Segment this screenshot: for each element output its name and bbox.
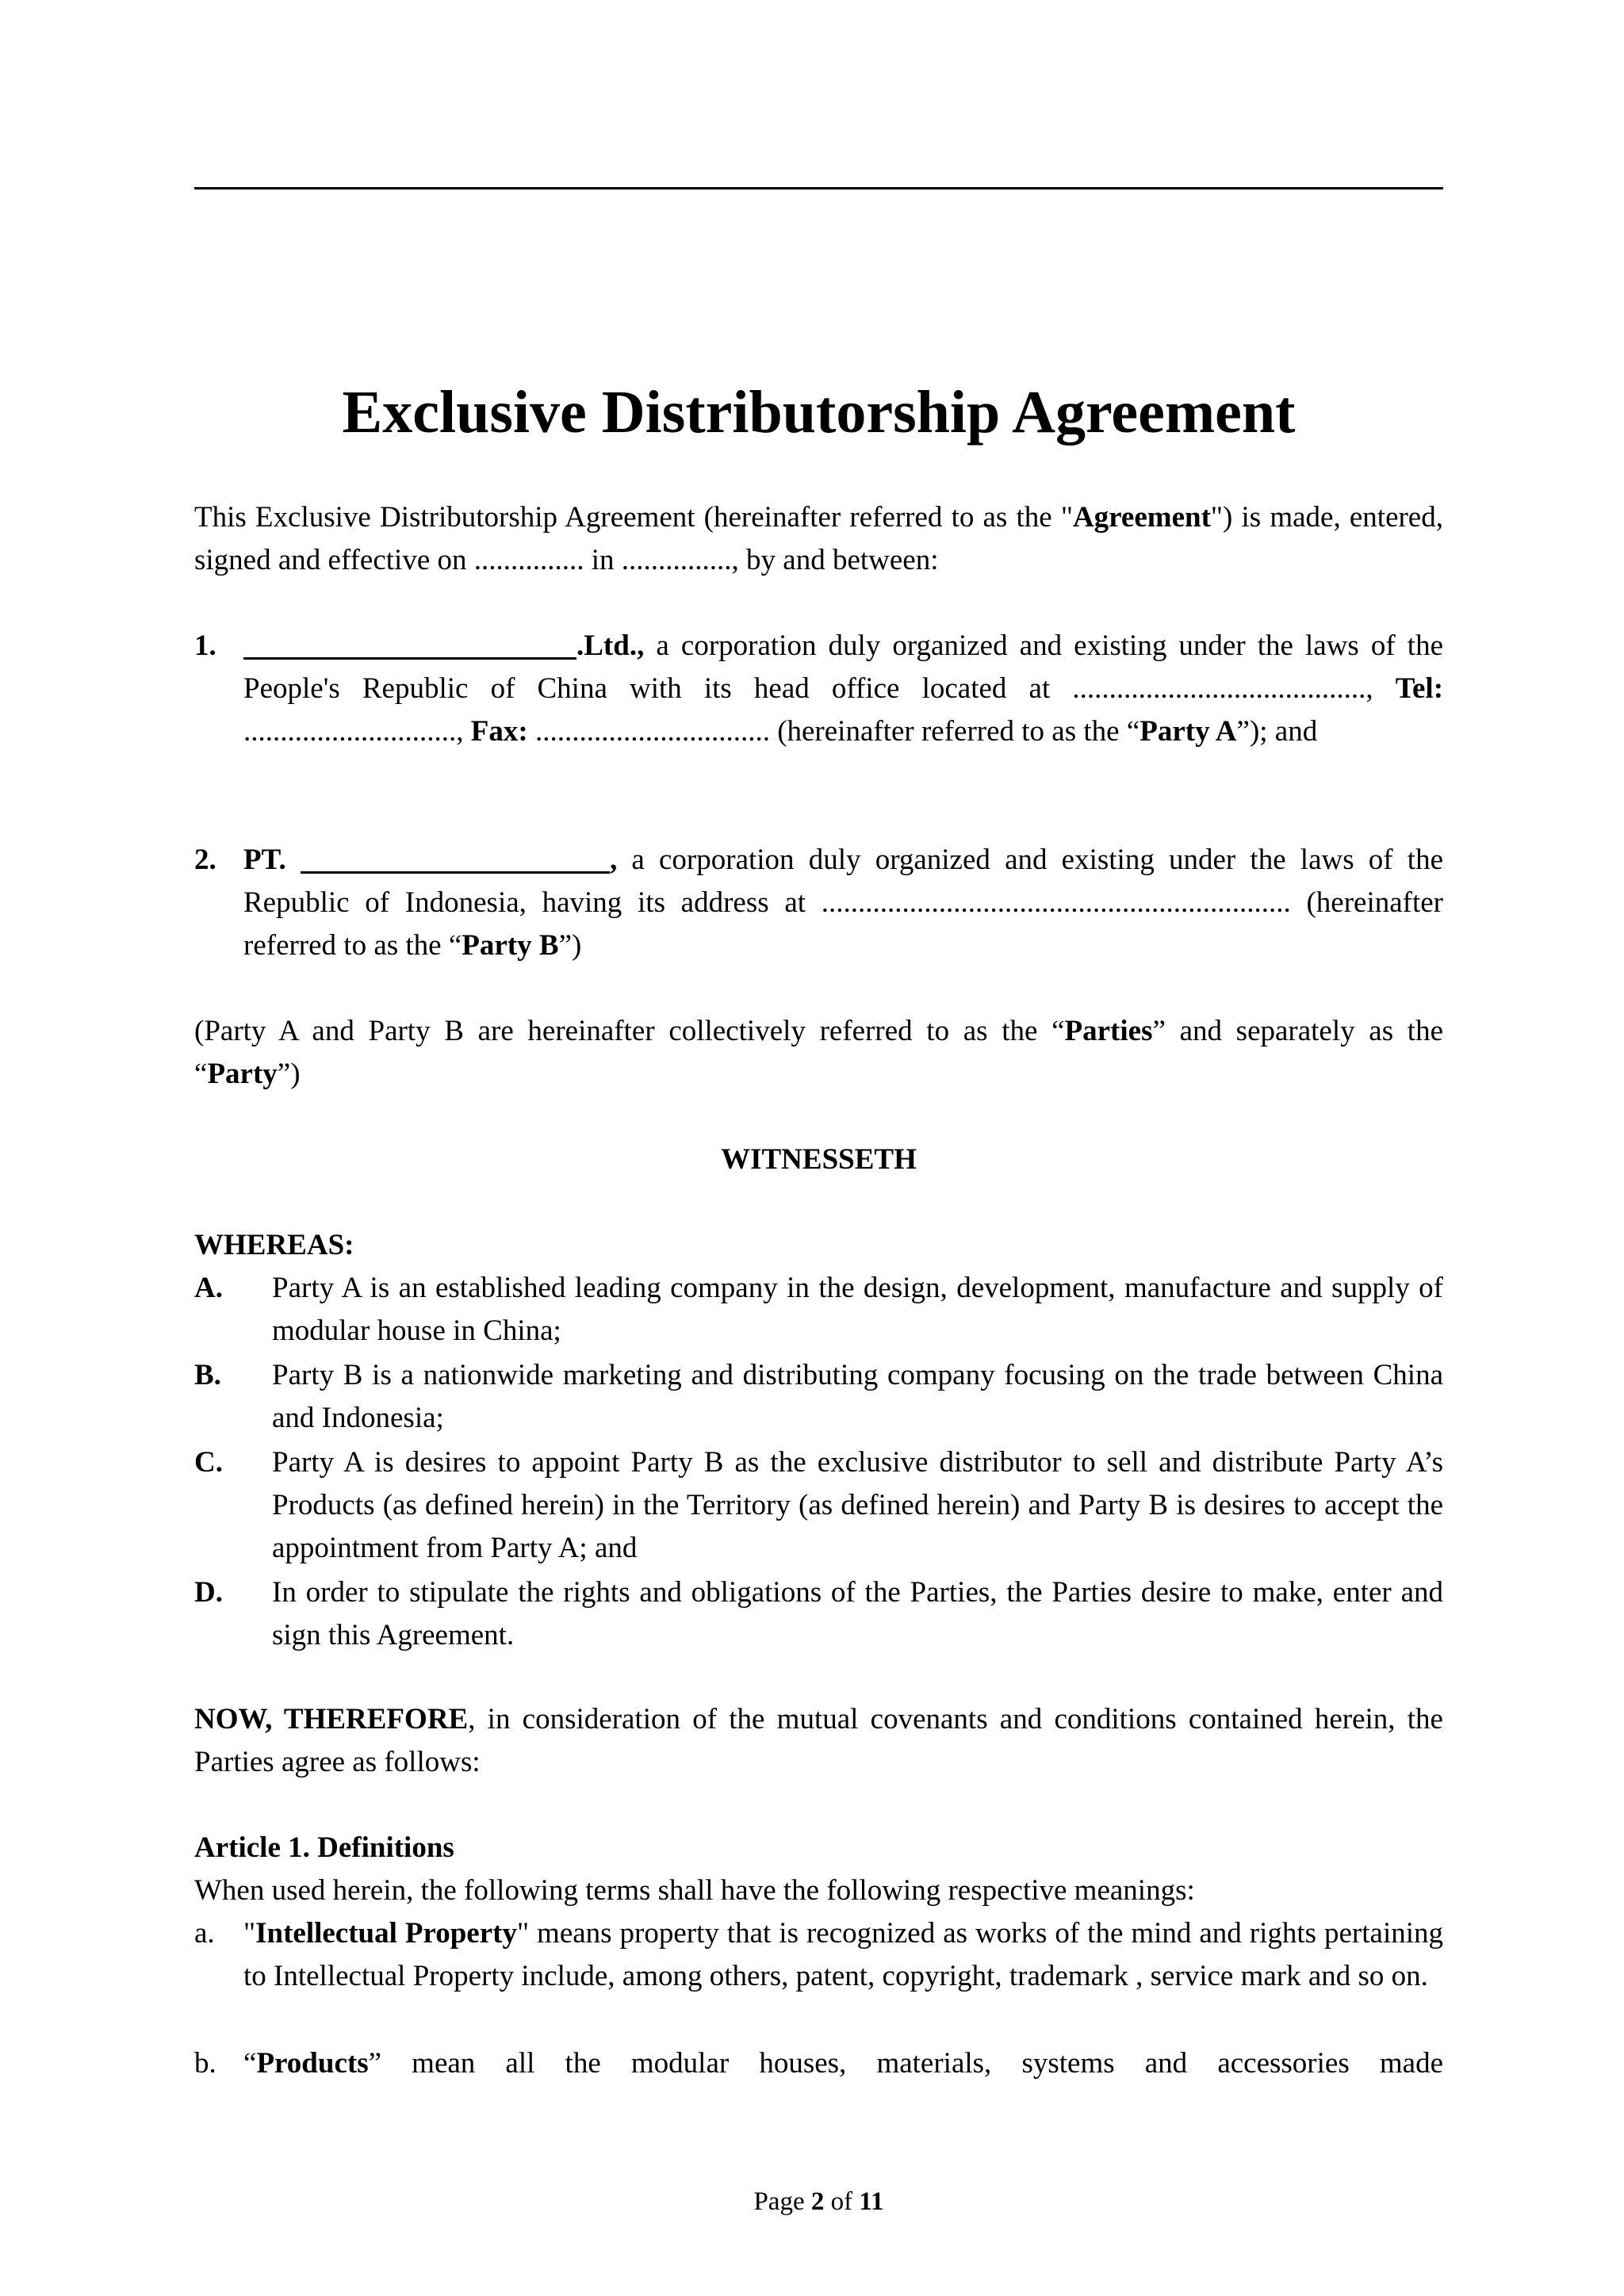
witnesseth-heading: WITNESSETH — [721, 1143, 917, 1176]
party-a-number: 1. — [194, 629, 216, 662]
header-rule — [194, 187, 1443, 189]
party-a-text: .Ltd., a corporation duly organized and existing under the laws of the People's Republic of China with its head office located at ........................................, Tel: ............................., Fax: ................................ (hereinafter referred to as the “Party A”); and — [243, 625, 1443, 753]
recital-b: B. Party B is a nationwide marketing and distributing company focusing on the trade between China and Indonesia; — [194, 1359, 1443, 1434]
current-page-number: 2 — [810, 2187, 825, 2216]
page-footer: Page 2 of 11 — [753, 2187, 884, 2216]
party-b-text: PT. , a corporation duly organized and existing under the laws of the Republic of Indonesia, having its address at ................................................................ (hereinafter referred to as the “Party B”) — [243, 839, 1443, 967]
definition-products: b. “Products” mean all the modular houses, materials, systems and accessories made — [194, 2047, 1443, 2080]
definition-intellectual-property: a. "Intellectual Property" means property that is recognized as works of the mind and rights pertaining to Intellectual Property include, among others, patent, copyright, trademark , service mark and so on. — [194, 1917, 1444, 1992]
party-a-clause — [194, 625, 1443, 799]
party-b-clause — [194, 839, 1443, 974]
article-1-lead: When used herein, the following terms shall have the following respective meanings: — [194, 1874, 1195, 1907]
article-1-heading: Article 1. Definitions — [194, 1831, 454, 1864]
party-a-name-blank — [243, 627, 576, 660]
fax-label: Fax: — [470, 715, 528, 748]
recital-a: A. Party A is an established leading company in the design, development, manufacture and supply of modular house in China; — [194, 1272, 1443, 1347]
document-title: Exclusive Distributorship Agreement — [342, 379, 1296, 446]
party-b-number: 2. — [194, 844, 216, 876]
recital-c: C. Party A is desires to appoint Party B as the exclusive distributor to sell and distribute Party A’s Products (as defined herein) in the Territory (as defined herein) and Party B is desires to accept the appointment from Party A; and — [194, 1446, 1443, 1564]
therefore-paragraph: NOW, THEREFORE, in consideration of the mutual covenants and conditions contained herein, the Parties agree as follows: — [194, 1703, 1443, 1778]
whereas-heading: WHEREAS: — [194, 1229, 354, 1261]
total-pages: 11 — [859, 2187, 884, 2216]
party-b-name-blank — [301, 841, 610, 874]
intro-paragraph: This Exclusive Distributorship Agreement (hereinafter referred to as the "Agreement") is made, entered, signed and effective on ............... in ..............., by and between: — [194, 501, 1443, 576]
tel-label: Tel: — [1395, 672, 1444, 705]
party-b-term: Party B — [462, 929, 559, 962]
collective-definition: (Party A and Party B are hereinafter collectively referred to as the “Parties” and separately as the “Party”) — [194, 1015, 1443, 1090]
agreement-term: Agreement — [1072, 501, 1211, 534]
party-a-term: Party A — [1139, 715, 1237, 748]
recital-d: D. In order to stipulate the rights and obligations of the Parties, the Parties desire to make, enter and sign this Agreement. — [194, 1576, 1443, 1651]
